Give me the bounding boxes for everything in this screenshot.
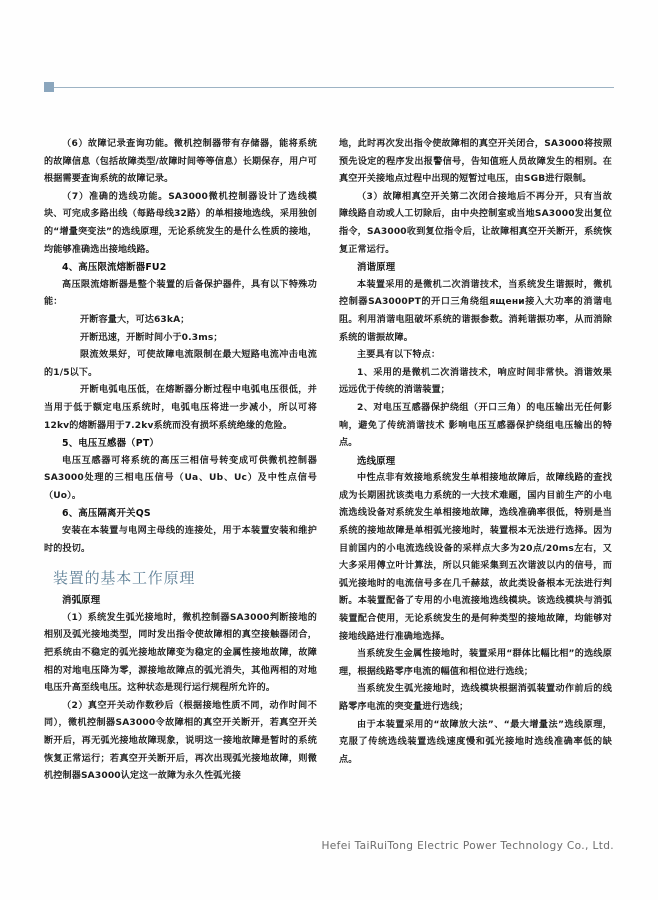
sub-heading: 4、高压限流熔断器FU2 <box>62 262 167 274</box>
body-paragraph: 本装置采用的是微机二次消谐技术，当系统发生谐振时，微机控制器SA3000PT的开口三角绕组ящени接入大功率的消谐电阻。利用消谐电阻破坏系统的谐振参数。消耗谐振功率，从而消除系统的谐振故障。 <box>339 279 612 343</box>
body-paragraph: 1、采用的是微机二次消谐技术，响应时间非常快。消谐效果远远优于传统的消谐装置； <box>339 367 612 396</box>
sub-heading: 5、电压互感器（PT） <box>62 438 159 450</box>
body-paragraph: （7）准确的选线功能。SA3000微机控制器设计了选线模块、可完成多路出线（每路母线32路）的单相接地选线，采用独创的“增量突变法”的选线原理，无论系统发生的是什么性质的接地，均能够准确选出接地线路。 <box>44 191 317 255</box>
body-paragraph: 安装在本装置与电网主母线的连接处，用于本装置安装和维护时的投切。 <box>44 526 317 554</box>
sub-heading: 消谐原理 <box>357 262 396 274</box>
sub-heading: 选线原理 <box>357 455 396 467</box>
header-decoration <box>44 80 614 94</box>
body-paragraph: 当系统发生金属性接地时，装置采用“群体比幅比相”的选线原理，根据线路零序电流的幅值和相位进行选线； <box>339 649 612 677</box>
body-paragraph: 中性点非有效接地系统发生单相接地故障后，故障线路的查找成为长期困扰该类电力系统的一大技术难题，国内目前生产的小电流选线设备对系统发生单相接地故障，选线准确率很低，特别是当系统的接地故障是单相弧光接地时，装置根本无法进行选择。因为目前国内的小电流选线设备的采样点大多为20点/20ms左右，又大多采用傅立叶计算法，所以只能采集到五次谐波以内的信号，而弧光接地时的电流信号多在几千赫兹，故此类设备根本无法进行判断。本装置配备了专用的小电流接地选线模块。该选线模块与消弧装置配合使用，无论系统发生的是何种类型的接地故障，均能够对接地线路进行准确地选择。 <box>339 473 612 642</box>
body-paragraph: 限流效果好，可使故障电流限制在最大短路电流冲击电流的1/5以下。 <box>44 350 317 378</box>
body-paragraph: 主要具有以下特点： <box>357 350 441 361</box>
body-paragraph: 当系统发生弧光接地时，选线模块根据消弧装置动作前后的线路零序电流的突变量进行选线； <box>339 684 612 712</box>
sub-heading: 6、高压隔离开关QS <box>62 508 151 520</box>
body-paragraph: 由于本装置采用的“故障放大法”、“最大增量法”选线原理，克服了传统选线装置选线速度慢和弧光接地时选线准确率低的缺点。 <box>339 719 612 765</box>
body-paragraph: 高压限流熔断器是整个装置的后备保护器件，具有以下特殊功能： <box>44 279 317 308</box>
body-paragraph: 地，此时再次发出指令使故障相的真空开关闭合，SA3000将按照预先设定的程序发出报警信号，告知值班人员故障发生的相别。在真空开关接地点过程中出现的短暂过电压，由SGB进行限制。 <box>339 139 612 185</box>
header-horizontal-rule <box>54 87 614 88</box>
body-paragraph: （6）故障记录查询功能。微机控制器带有存储器，能将系统的故障信息（包括故障类型/故障时间等等信息）长期保存，用户可根据需要查询系统的故障记录。 <box>44 139 317 185</box>
two-column-body <box>0 136 658 786</box>
body-paragraph: （1）系统发生弧光接地时，微机控制器SA3000判断接地的相别及弧光接地类型，同时发出指令使故障相的真空接触器闭合，把系统由不稳定的弧光接地故障变为稳定的金属性接地故障，故障相的对地电压降为零，源接地故障点的弧光消失，其他两相的对地电压升高至线电压。这种状态是现行运行规程所允许的。 <box>44 612 317 694</box>
body-paragraph: （3）故障相真空开关第二次闭合接地后不再分开，只有当故障线路自动或人工切除后，由中央控制室或当地SA3000发出复位指令，SA3000收到复位指令后，让故障相真空开关断开，系统恢复正常运行。 <box>339 191 612 255</box>
body-paragraph: 开断迅速，开断时间小于0.3ms； <box>80 332 223 343</box>
body-paragraph: 2、对电压互感器保护绕组（开口三角）的电压输出无任何影响，避免了传统消谐技术 影响电压互感器保护绕组电压输出的特点。 <box>339 402 612 449</box>
body-paragraph: 开断电弧电压低，在熔断器分断过程中电弧电压很低，并当用于低于额定电压系统时，电弧电压将进一步减小，所以可将12kv的熔断器用于7.2kv系统而没有损坏系统绝缘的危险。 <box>44 385 317 431</box>
header-square-marker <box>44 82 54 92</box>
section-heading: 装置的基本工作原理 <box>53 569 196 588</box>
body-paragraph: （2）真空开关动作数秒后（根据接地性质不同，动作时间不同），微机控制器SA3000令故障相的真空开关断开，若真空开关断开后，再无弧光接地故障现象，说明这一接地故障是暂时的系统恢复正常运行；若真空开关断开后，再次出现弧光接地故障，则微机控制器SA3000认定这一故障为永久性弧光接 <box>44 700 317 782</box>
body-paragraph: 电压互感器可将系统的高压三相信号转变成可供微机控制器SA3000处理的三相电压信号（Ua、Ub、Uc）及中性点信号（Uo）。 <box>44 455 317 501</box>
sub-heading: 消弧原理 <box>62 595 101 607</box>
page-footer-company: Hefei TaiRuiTong Electric Power Technology Co., Ltd. <box>321 840 614 852</box>
left-text-column <box>44 136 317 786</box>
right-text-column <box>339 136 612 786</box>
body-paragraph: 开断容量大，可达63kA； <box>80 314 190 325</box>
